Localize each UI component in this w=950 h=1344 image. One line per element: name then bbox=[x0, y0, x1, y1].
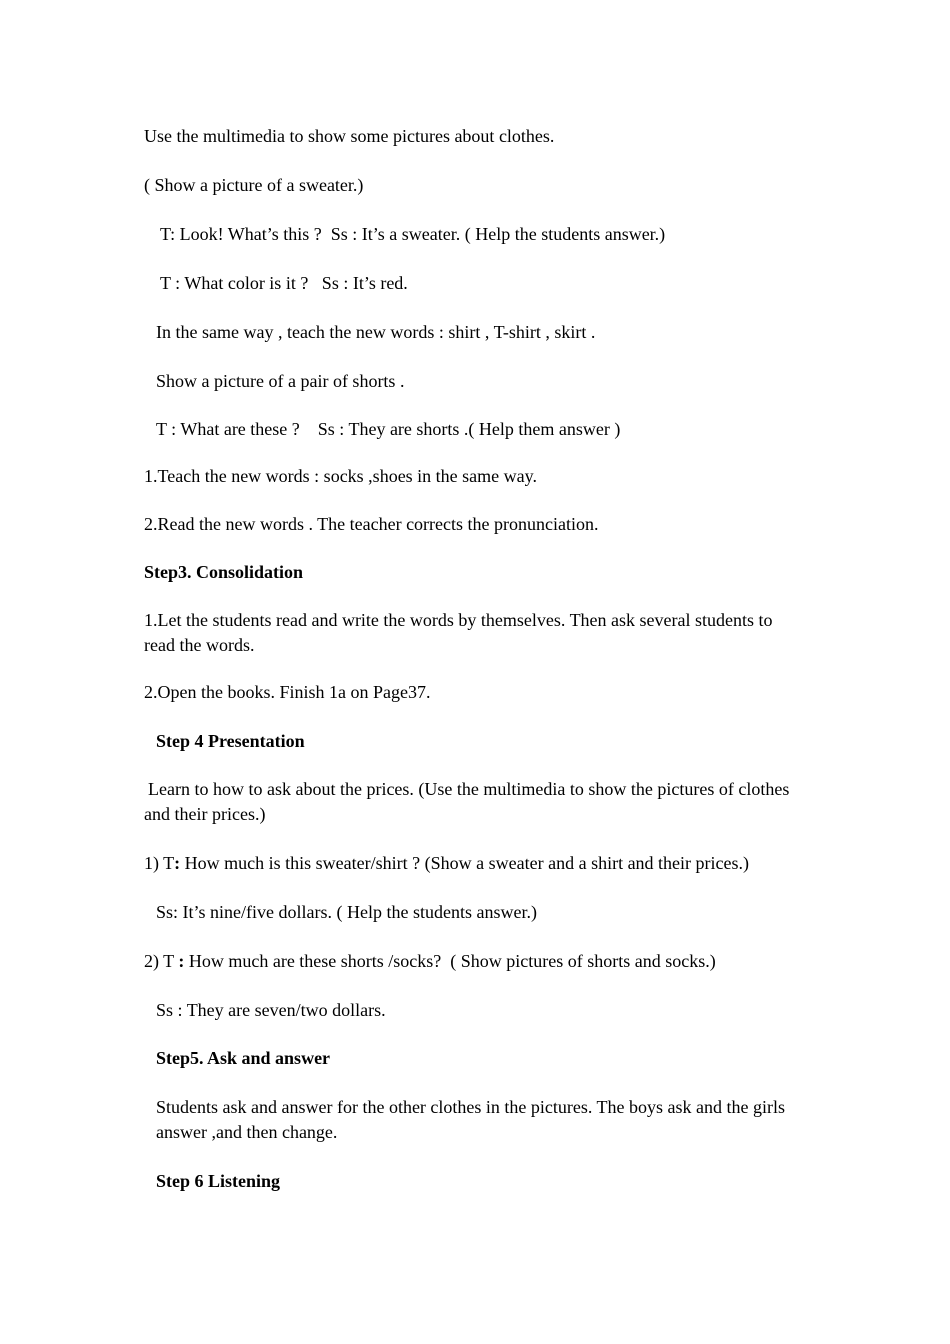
list-item-open-books: 2.Open the books. Finish 1a on Page37. bbox=[144, 682, 431, 702]
dialogue-2-how-much-are bbox=[144, 949, 804, 974]
paragraph-learn-prices bbox=[144, 777, 804, 827]
heading-step4 bbox=[156, 729, 816, 754]
dialogue-ss-seven-two: Ss : They are seven/two dollars. bbox=[156, 1000, 386, 1020]
heading-step3 bbox=[144, 560, 804, 585]
dialogue-2-text: How much are these shorts /socks? ( Show pictures of shorts and socks.) bbox=[184, 951, 716, 971]
dialogue-what-color: T : What color is it ? Ss : It’s red. bbox=[160, 273, 408, 293]
list-item-let-students-read: 1.Let the students read and write the words by themselves. Then ask several students to read the words. bbox=[144, 610, 778, 655]
heading-step6 bbox=[156, 1169, 816, 1194]
dialogue-ss-nine-five: Ss: It’s nine/five dollars. ( Help the students answer.) bbox=[156, 902, 537, 922]
list-item-read-words: 2.Read the new words . The teacher corrects the pronunciation. bbox=[144, 514, 599, 534]
heading-step4-text: Step 4 Presentation bbox=[156, 731, 305, 751]
paragraph-learn-prices-text: Learn to how to ask about the prices. (Use the multimedia to show the pictures of clothes and their prices.) bbox=[144, 779, 794, 824]
paragraph-intro: Use the multimedia to show some pictures about clothes. bbox=[144, 126, 555, 146]
list-item-teach-words: 1.Teach the new words : socks ,shoes in the same way. bbox=[144, 466, 537, 486]
paragraph-show-sweater: ( Show a picture of a sweater.) bbox=[144, 175, 364, 195]
dialogue-2-colon: : bbox=[178, 951, 185, 971]
heading-step6-text: Step 6 Listening bbox=[156, 1171, 281, 1191]
paragraph-students-ask: Students ask and answer for the other clothes in the pictures. The boys ask and the girls answer ,and then change. bbox=[156, 1097, 790, 1142]
dialogue-1-how-much-is bbox=[144, 851, 804, 876]
heading-step5-text: Step5. Ask and answer bbox=[156, 1048, 331, 1068]
dialogue-2-speaker: 2) T bbox=[144, 951, 179, 971]
heading-step3-text: Step3. Consolidation bbox=[144, 562, 304, 582]
heading-step5 bbox=[156, 1046, 816, 1071]
paragraph-show-shorts: Show a picture of a pair of shorts . bbox=[156, 371, 405, 391]
dialogue-look-whats-this: T: Look! What’s this ? Ss : It’s a sweater. ( Help the students answer.) bbox=[160, 224, 666, 244]
dialogue-1-text: How much is this sweater/shirt ? (Show a sweater and a shirt and their prices.) bbox=[180, 853, 750, 873]
dialogue-what-are-these: T : What are these ? Ss : They are shorts .( Help them answer ) bbox=[156, 419, 621, 439]
dialogue-1-speaker: 1) T bbox=[144, 853, 175, 873]
paragraph-same-way: In the same way , teach the new words : shirt , T-shirt , skirt . bbox=[156, 322, 596, 342]
dialogue-1-colon: : bbox=[174, 853, 181, 873]
